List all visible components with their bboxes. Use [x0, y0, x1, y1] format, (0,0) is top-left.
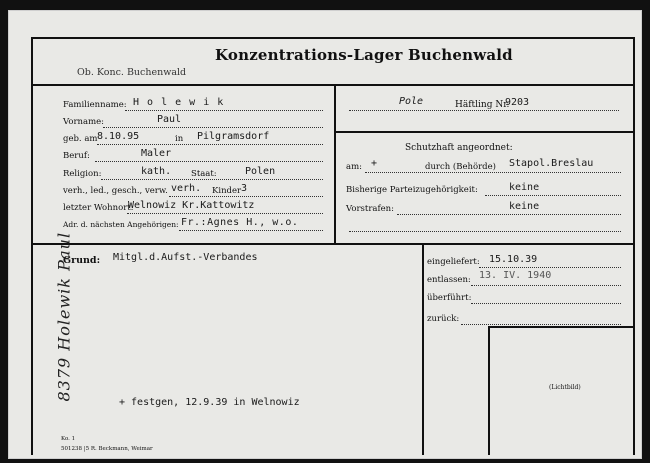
frame-top — [31, 37, 635, 39]
custody-on-line — [365, 172, 621, 173]
form-number: Ko. 1 — [61, 436, 76, 442]
residence-value: Welnowiz Kr.Kattowitz — [128, 200, 255, 211]
custody-on-label: am: — [346, 162, 362, 172]
prisoner-number-value: 9203 — [505, 97, 530, 108]
right-section-divider — [334, 131, 635, 133]
reason-note: + festgen, 12.9.39 in Welnowiz — [119, 397, 300, 408]
religion-label: Religion: — [63, 169, 102, 179]
state-label: Staat: — [191, 169, 217, 179]
prisoner-number-line — [349, 110, 619, 111]
firstname-value: Paul — [157, 114, 182, 125]
back-label: zurück: — [427, 314, 460, 324]
marital-line — [169, 196, 323, 197]
photo-label: (Lichtbild) — [549, 384, 581, 391]
delivered-line — [479, 267, 621, 268]
occupation-label: Beruf: — [63, 151, 90, 161]
custody-by-value: Stapol.Breslau — [509, 158, 594, 169]
relatives-line — [179, 230, 323, 231]
marital-label: verh., led., gesch., verw. — [63, 186, 168, 196]
photo-box-top — [488, 326, 635, 328]
surname-line — [125, 110, 323, 111]
reason-label: Grund: — [63, 255, 101, 266]
frame-left — [31, 37, 33, 455]
delivered-value: 15.10.39 — [489, 254, 538, 265]
frame-right — [633, 37, 635, 455]
upper-vertical-divider — [334, 84, 336, 244]
children-label: Kinder — [212, 186, 242, 196]
prisoner-category: Pole — [399, 96, 424, 107]
residence-line — [127, 213, 323, 214]
residence-label: letzter Wohnort: — [63, 203, 134, 213]
record-line — [397, 214, 621, 215]
custody-by-label: durch (Behörde) — [425, 162, 496, 172]
firstname-line — [103, 127, 323, 128]
born-line — [97, 144, 323, 145]
surname-label: Familienname: — [63, 100, 127, 110]
prisoner-registration-card — [8, 10, 642, 459]
transferred-label: überführt: — [427, 293, 472, 303]
religion-value: kath. — [141, 166, 172, 177]
born-in-label: in — [175, 134, 184, 144]
party-label: Bisherige Parteizugehörigkeit: — [346, 185, 478, 195]
record-label: Vorstrafen: — [346, 204, 394, 214]
relatives-value: Fr.:Agnes H., w.o. — [181, 217, 299, 228]
relatives-label: Adr. d. nächsten Angehörigen: — [63, 220, 179, 229]
born-date-value: 8.10.95 — [97, 131, 140, 142]
state-value: Polen — [245, 166, 276, 177]
surname-value: H o l e w i k — [133, 97, 225, 108]
back-line — [461, 324, 621, 325]
occupation-line — [95, 161, 323, 162]
prisoner-number-label: Häftling Nr. — [455, 100, 510, 110]
firstname-label: Vorname: — [63, 117, 105, 127]
handwritten-annotation: 8379 Holewik Paul — [54, 231, 74, 402]
custody-on-value: + — [371, 158, 378, 169]
born-place-value: Pilgramsdorf — [197, 131, 270, 142]
custody-heading: Schutzhaft angeordnet: — [405, 143, 513, 153]
children-value: 3 — [241, 183, 248, 194]
religion-line — [101, 179, 323, 180]
printer-imprint: 501238 |5 R. Beckmann, Weimar — [61, 446, 153, 452]
office-stamp: Ob. Konc. Buchenwald — [77, 67, 187, 78]
card-title: Konzentrations-Lager Buchenwald — [215, 46, 513, 64]
photo-box-left — [488, 326, 490, 455]
reason-value: Mitgl.d.Aufst.-Verbandes — [113, 252, 258, 263]
party-line — [485, 195, 621, 196]
released-value: 13. IV. 1940 — [479, 270, 552, 281]
born-label: geb. am — [63, 134, 98, 144]
marital-value: verh. — [171, 183, 202, 194]
header-divider — [31, 84, 635, 86]
record-line-2 — [349, 231, 621, 232]
party-value: keine — [509, 182, 540, 193]
released-line — [471, 285, 621, 286]
transferred-line — [471, 303, 621, 304]
reason-divider — [31, 243, 635, 245]
delivered-label: eingeliefert: — [427, 257, 480, 267]
occupation-value: Maler — [141, 148, 172, 159]
record-value: keine — [509, 201, 540, 212]
released-label: entlassen: — [427, 275, 471, 285]
transfer-vertical-divider — [422, 243, 424, 455]
